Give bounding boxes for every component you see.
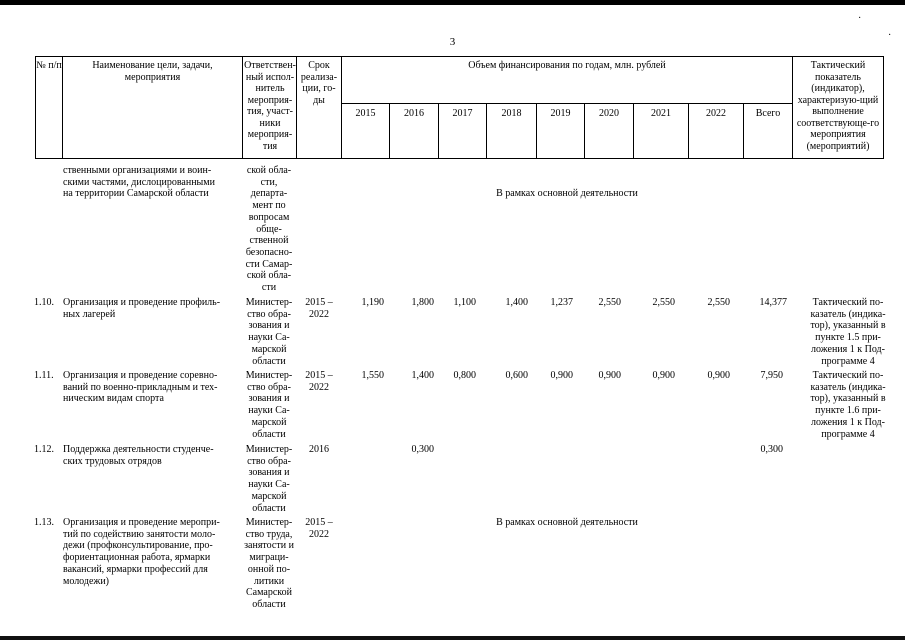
header-num: № п/п <box>36 60 62 71</box>
row-total: 14,377 <box>759 297 787 308</box>
vline <box>62 56 63 159</box>
vline <box>792 56 793 159</box>
row-name: Организация и проведение соревно- ваний по военно-прикладным и тех- ническим видам спорта <box>63 370 218 405</box>
table-top-line <box>35 56 883 57</box>
scan-speck: · <box>888 30 892 41</box>
row-value: 1,100 <box>453 297 476 308</box>
row-note: В рамках основной деятельности <box>496 517 638 528</box>
header-name: Наименование цели, задачи, мероприятия <box>92 60 213 83</box>
header-term: Срок реализа-ции, го-ды <box>300 60 338 106</box>
row-total: 7,950 <box>760 370 783 381</box>
row-number: 1.11. <box>34 370 54 381</box>
row-term: 2015 – 2022 <box>305 517 333 540</box>
years-header-line <box>341 103 792 104</box>
row-value: 1,400 <box>505 297 528 308</box>
row-value: 2,550 <box>598 297 621 308</box>
row-value: 0,600 <box>505 370 528 381</box>
row-name: Организация и проведение меропри- тий по содействию занятости моло- дежи (профконсультирование, про- фориентационная работа, ярмарки вакансий, ярмарки профессий для молодежи) <box>63 517 220 587</box>
header-year: 2018 <box>501 108 522 119</box>
scan-speck: · <box>858 13 862 24</box>
row-indicator: Тактический по- казатель (индика- тор), указанный в пункте 1.6 при- ложения 1 к Под- программе 4 <box>810 370 886 440</box>
row-term: 2015 – 2022 <box>305 297 333 320</box>
header-year: 2016 <box>404 108 424 119</box>
vline <box>242 56 243 159</box>
row-value: 0,900 <box>707 370 730 381</box>
row-value: 0,900 <box>652 370 675 381</box>
cont-row-responsible: ской обла- сти, департа- мент по вопросам обще- ственной безопасно- сти Самар- ской обла- сти <box>245 165 293 294</box>
header-year: 2020 <box>599 108 619 119</box>
header-responsible: Ответствен-ный испол-нитель мероприя-тия, участ-ники мероприя-тия <box>244 60 296 152</box>
header-year: 2019 <box>550 108 571 119</box>
row-value: 0,900 <box>550 370 573 381</box>
cont-row-name: ственными организациями и воин- скими частями, дислоцированными на территории Самарской области <box>63 165 215 200</box>
row-responsible: Министер- ство обра- зования и науки Са- марской области <box>245 444 293 514</box>
header-bottom-line <box>35 158 883 159</box>
bottom-border <box>0 636 905 640</box>
header-year: 2022 <box>706 108 726 119</box>
header-year: 2015 <box>355 108 376 119</box>
top-border <box>0 0 905 5</box>
cont-row-note: В рамках основной деятельности <box>496 188 638 199</box>
row-total: 0,300 <box>760 444 783 455</box>
header-year: 2017 <box>452 108 473 119</box>
header-total: Всего <box>755 108 781 119</box>
row-term: 2016 <box>309 444 329 455</box>
row-value: 1,190 <box>361 297 384 308</box>
header-funding: Объем финансирования по годам, млн. рублей <box>468 60 666 71</box>
row-term: 2015 – 2022 <box>305 370 333 393</box>
row-value: 2,550 <box>652 297 675 308</box>
row-number: 1.12. <box>34 444 54 455</box>
header-year: 2021 <box>651 108 671 119</box>
row-name: Поддержка деятельности студенче- ских трудовых отрядов <box>63 444 214 467</box>
vline <box>883 56 884 159</box>
row-value: 1,550 <box>361 370 384 381</box>
row-value: 1,400 <box>411 370 434 381</box>
row-value: 0,800 <box>453 370 476 381</box>
row-value: 1,237 <box>550 297 573 308</box>
row-value: 2,550 <box>707 297 730 308</box>
row-number: 1.13. <box>34 517 54 528</box>
row-value: 1,800 <box>411 297 434 308</box>
row-responsible: Министер- ство труда, занятости и миграци- онной по- литики Самарской области <box>244 517 294 610</box>
page-number: 3 <box>449 36 456 48</box>
row-responsible: Министер- ство обра- зования и науки Са- марской области <box>245 370 293 440</box>
header-indicator: Тактический показатель (индикатор), характеризую-щий выполнение соответствующе-го мероприятия (мероприятий) <box>796 60 880 152</box>
row-name: Организация и проведение профиль- ных лагерей <box>63 297 221 320</box>
row-value: 0,900 <box>598 370 621 381</box>
row-responsible: Министер- ство обра- зования и науки Са- марской области <box>245 297 293 367</box>
row-number: 1.10. <box>34 297 54 308</box>
row-value: 0,300 <box>411 444 434 455</box>
row-indicator: Тактический по- казатель (индика- тор), указанный в пункте 1.5 при- ложения 1 к Под- программе 4 <box>810 297 886 367</box>
